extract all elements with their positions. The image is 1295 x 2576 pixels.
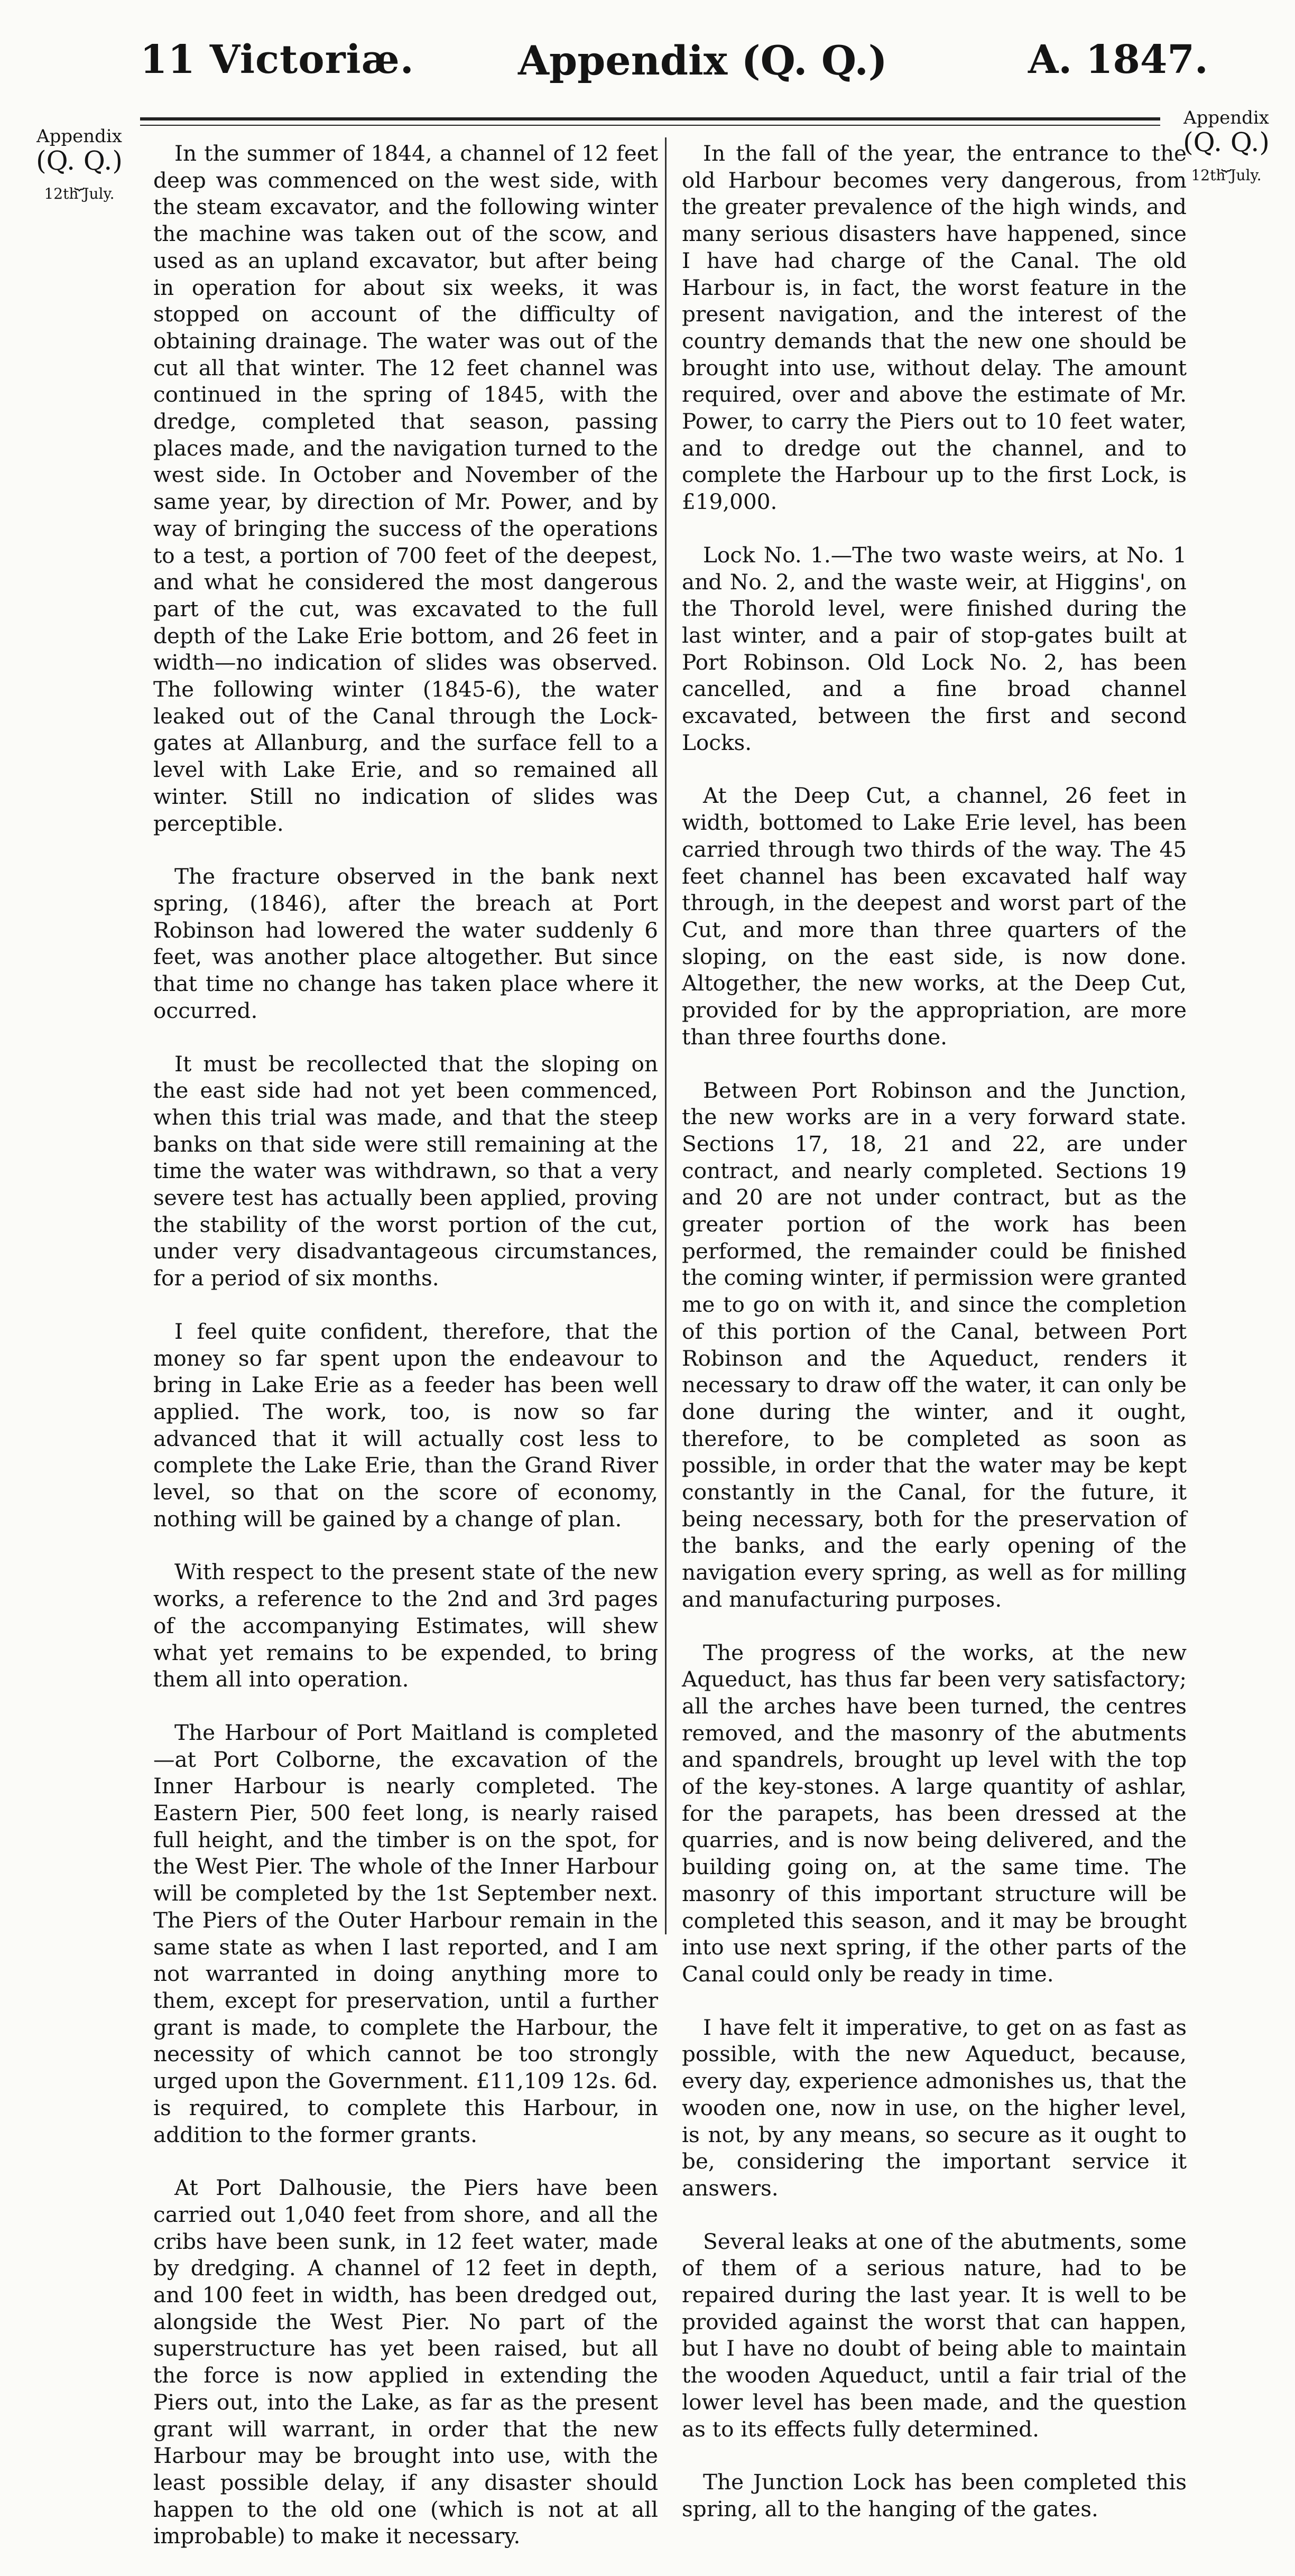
header-rule-thick: [140, 117, 1160, 121]
paragraph: In the fall of the year, the entrance to the old Harbour becomes very dangerous, from the greater prevalence of the high winds, and many serious disasters have happened, since I have had charge of the Canal. The old Harbour is, in fact, the worst feature in the present navigation, and the interest of the country demands that the new one should be brought into use, without delay. The amount required, over and above the estimate of Mr. Power, to carry the Piers out to 10 feet water, and to dredge out the channel, and to complete the Harbour up to the first Lock, is £19,000.: [682, 141, 1187, 515]
margin-appendix-label: Appendix: [1183, 107, 1269, 128]
paragraph: The Junction Lock has been completed this spring, all to the hanging of the gates.: [682, 2469, 1187, 2522]
column-divider: [665, 137, 667, 1934]
header-year: A. 1847.: [1028, 37, 1208, 82]
header-rule-thin: [140, 125, 1160, 126]
paragraph: Lock No. 1.—The two waste weirs, at No. 1 and No. 2, and the waste weir, at Higgins', on the Thorold level, were finished during the last winter, and a pair of stop-gates built at Port Robinson. Old Lock No. 2, has been cancelled, and a fine broad channel excavated, between the first and second Locks.: [682, 542, 1187, 755]
paragraph: The fracture observed in the bank next spring, (1846), after the breach at Port Robinson had lowered the water suddenly 6 feet, was another place altogether. But since that time no change has taken place where it occurred.: [153, 864, 658, 1023]
page-header: [0, 37, 1295, 100]
margin-appendix-label: Appendix: [36, 126, 122, 147]
paragraph: The Harbour of Port Maitland is completed—at Port Colborne, the excavation of the Inner Harbour is nearly completed. The Eastern Pier, 500 feet long, is nearly raised full height, and the timber is on the spot, for the West Pier. The whole of the Inner Harbour will be completed by the 1st September next. The Piers of the Outer Harbour remain in the same state as when I last reported, and I am not warranted in doing anything more to them, except for preservation, until a further grant is made, to complete the Harbour, the necessity of which cannot be too strongly urged upon the Government. £11,109 12s. 6d. is required, to complete this Harbour, in addition to the former grants.: [153, 1719, 658, 2147]
paragraph: The progress of the works, at the new Aqueduct, has thus far been very satisfactory; all the arches have been turned, the centres removed, and the masonry of the abutments and spandrels, brought up level with the top of the key-stones. A large quantity of ashlar, for the parapets, has been dressed at the quarries, and is now being delivered, and the building going on, at the same time. The masonry of this important structure will be completed this season, and it may be brought into use next spring, if the other parts of the Canal could only be ready in time.: [682, 1639, 1187, 1987]
margin-brace-icon: ⏟: [1221, 152, 1232, 172]
paragraph: With respect to the present state of the new works, a reference to the 2nd and 3rd pages of the accompanying Estimates, will shew what yet remains to be expended, to bring them all into operation.: [153, 1559, 658, 1692]
header-session: 11 Victoriæ.: [140, 37, 414, 82]
margin-note-left: [26, 127, 132, 202]
paragraph: Between Port Robinson and the Junction, the new works are in a very forward state. Sections 17, 18, 21 and 22, are under contract, and nearly completed. Sections 19 and 20 are not under contract, but as the greater portion of the work has been performed, the remainder could be finished the coming winter, if permission were granted me to go on with it, and since the completion of this portion of the Canal, between Port Robinson and the Aqueduct, renders it necessary to draw off the water, it can only be done during the winter, and it ought, therefore, to be completed as soon as possible, in order that the water may be kept constantly in the Canal, for the future, it being necessary, both for the preservation of the banks, and the early opening of the navigation every spring, as well as for milling and manufacturing purposes.: [682, 1077, 1187, 1612]
margin-date: 12th July.: [1191, 166, 1262, 184]
paragraph: In the summer of 1844, a channel of 12 feet deep was commenced on the west side, with the steam excavator, and the following winter the machine was taken out of the scow, and used as an upland excavator, but after being in operation for about six weeks, it was stopped on account of the difficulty of obtaining drainage. The water was out of the cut all that winter. The 12 feet channel was continued in the spring of 1845, with the dredge, completed that season, passing places made, and the navigation turned to the west side. In October and November of the same year, by direction of Mr. Power, and by way of bringing the success of the operations to a test, a portion of 700 feet of the deepest, and what he considered the most dangerous part of the cut, was excavated to the full depth of the Lake Erie bottom, and 26 feet in width—no indication of slides was observed. The following winter (1845-6), the water leaked out of the Canal through the Lock-gates at Allanburg, and the surface fell to a level with Lake Erie, and so remained all winter. Still no indication of slides was perceptible.: [153, 141, 658, 836]
margin-appendix-code: (Q. Q.): [1183, 127, 1270, 158]
right-column: [682, 140, 1187, 2549]
paragraph: I feel quite confident, therefore, that the money so far spent upon the endeavour to bring in Lake Erie as a feeder has been well applied. The work, too, is now so far advanced that it will actually cost less to complete the Lake Erie, than the Grand River level, so that on the score of economy, nothing will be gained by a change of plan.: [153, 1318, 658, 1532]
paragraph: It must be recollected that the sloping on the east side had not yet been commenced, when this trial was made, and that the steep banks on that side were still remaining at the time the water was withdrawn, so that a very severe test has actually been applied, proving the stability of the worst portion of the cut, under very disadvantageous circumstances, for a period of six months.: [153, 1051, 658, 1291]
header-appendix: Appendix (Q. Q.): [518, 37, 887, 84]
paragraph: Several leaks at one of the abutments, some of them of a serious nature, had to be repaired during the last year. It is well to be provided against the worst that can happen, but I have no doubt of being able to maintain the wooden Aqueduct, until a fair trial of the lower level has been made, and the question as to its effects fully determined.: [682, 2228, 1187, 2442]
paragraph: At Port Dalhousie, the Piers have been carried out 1,040 feet from shore, and all the cribs have been sunk, in 12 feet water, made by dredging. A channel of 12 feet in depth, and 100 feet in width, has been dredged out, alongside the West Pier. No part of the superstructure has yet been raised, but all the force is now applied in extending the Piers out, into the Lake, as far as the present grant will warrant, in order that the new Harbour may be brought into use, with the least possible delay, if any disaster should happen to the old one (which is not at all improbable) to make it necessary.: [153, 2175, 658, 2549]
margin-brace-icon: ⏟: [74, 170, 85, 191]
margin-date: 12th July.: [44, 184, 115, 202]
paragraph: I have felt it imperative, to get on as fast as possible, with the new Aqueduct, because, every day, experience admonishes us, that the wooden one, now in use, on the higher level, is not, by any means, so secure as it ought to be, considering the important service it answers.: [682, 2014, 1187, 2201]
margin-appendix-code: (Q. Q.): [36, 145, 123, 177]
left-column: [153, 140, 658, 2576]
paragraph: At the Deep Cut, a channel, 26 feet in width, bottomed to Lake Erie level, has been carried through two thirds of the way. The 45 feet channel has been excavated half way through, in the deepest and worst part of the Cut, and more than three quarters of the sloping, on the east side, is now done. Altogether, the new works, at the Deep Cut, provided for by the appropriation, are more than three fourths done.: [682, 783, 1187, 1050]
